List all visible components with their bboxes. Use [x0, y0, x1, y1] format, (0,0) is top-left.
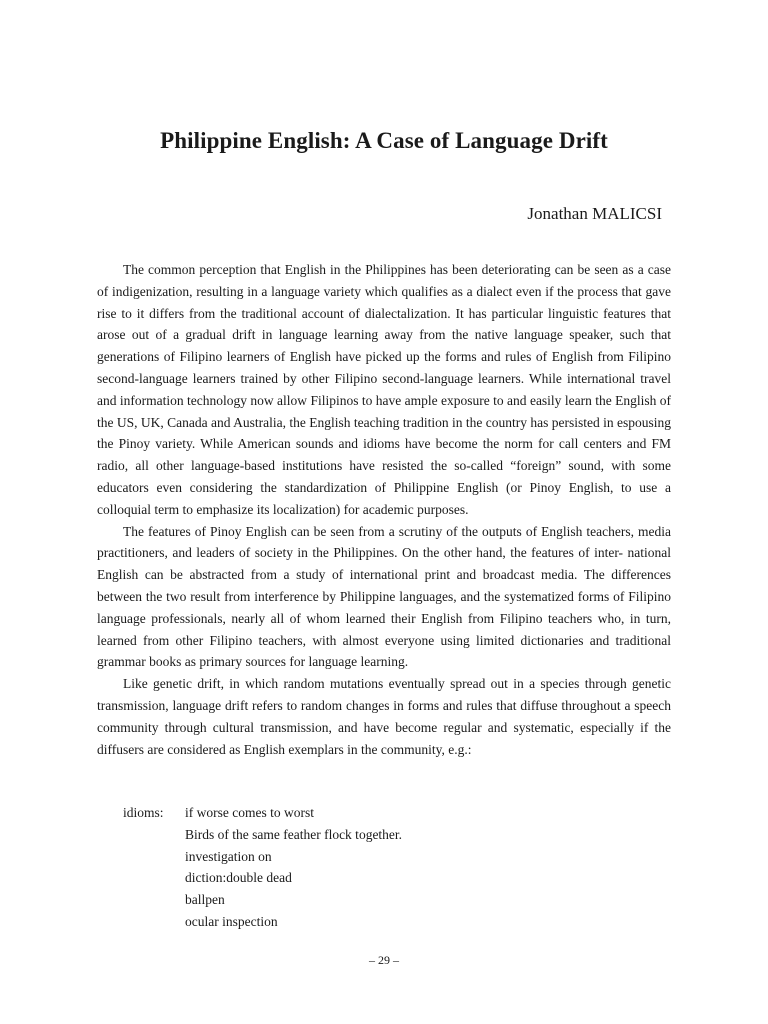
example-item: ballpen	[185, 892, 225, 908]
example-item: if worse comes to worst	[185, 805, 314, 820]
examples-row	[123, 802, 402, 933]
example-item: diction:double dead	[185, 870, 292, 886]
example-item: ocular inspection	[185, 913, 278, 929]
paper-title: Philippine English: A Case of Language Drift	[160, 128, 608, 153]
author-name: Jonathan MALICSI	[527, 204, 662, 223]
example-item: Birds of the same feather flock together.	[185, 826, 403, 842]
examples-label: idioms:	[123, 805, 164, 820]
paragraph: Like genetic drift, in which random mutations eventually spread out in a species through genetic transmission, language drift refers to random changes in forms and rules that diffuse throughout a speech community through cultural transmission, and have become regular and systematic, especially if the diffusers are considered as English exemplars in the community, e.g.:	[97, 676, 671, 757]
example-item: investigation on	[185, 848, 272, 864]
examples-items	[185, 802, 402, 933]
paragraph: The common perception that English in the Philippines has been deteriorating can be seen as a case of indigenization, resulting in a language variety which qualifies as a dialect even if the process that gave rise to it differs from the traditional account of dialectalization. It has particular linguistic features that arose out of a gradual drift in language learning away from the native language speaker, such that generations of Filipino learners of English have picked up the forms and rules of English from Filipino second-language learners trained by other Filipino second-language learners. While international travel and information technology now allow Filipinos to have ample exposure to and easily learn the English of the US, UK, Canada and Australia, the English teaching tradition in the country has persisted in espousing the Pinoy variety. While American sounds and idioms have become the norm for call centers and FM radio, all other language-based institutions have resisted the so-called “foreign” sound, with some educators even considering the standardization of Philippine English (or Pinoy English, to use a colloquial term to emphasize its localization) for academic purposes.	[97, 262, 672, 517]
examples-list	[123, 802, 402, 933]
body-text	[97, 259, 671, 760]
page-number: – 29 –	[369, 953, 399, 967]
paragraph: The features of Pinoy English can be seen from a scrutiny of the outputs of English teachers, media practitioners, and leaders of society in the Philippines. On the other hand, the features of inter- national English can be abstracted from a study of international print and broadcast media. The differences between the two result from interference by Philippine languages, and the systematized forms of Filipino language professionals, nearly all of whom learned their English from Filipino teachers who, in turn, learned from other Filipino teachers, with almost everyone using limited dictionaries and traditional grammar books as primary sources for language learning.	[97, 523, 671, 670]
